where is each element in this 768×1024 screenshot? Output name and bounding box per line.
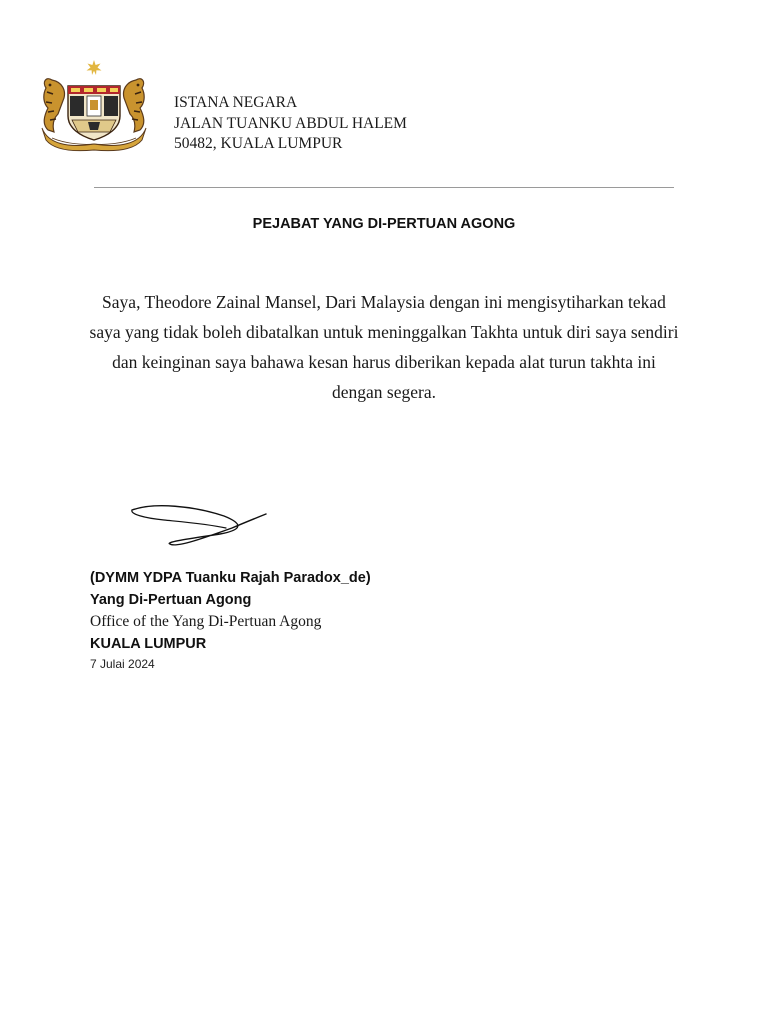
declaration-paragraph: Saya, Theodore Zainal Mansel, Dari Malaysia dengan ini mengisytiharkan tekad saya yang tidak boleh dibatalkan untuk meninggalkan Takhta untuk diri saya sendiri dan keinginan saya bahawa kesan harus diberikan kepada alat turun takhta ini dengan segera. — [89, 292, 679, 402]
letterhead-address — [174, 93, 407, 155]
signatory-office: Office of the Yang Di-Pertuan Agong — [90, 613, 322, 630]
crest-star-crescent — [84, 60, 104, 82]
signature-block — [90, 567, 371, 673]
header-divider — [94, 187, 674, 188]
crest-left-tiger — [44, 79, 65, 132]
crest-right-tiger — [124, 79, 145, 132]
address-line-1: ISTANA NEGARA — [174, 94, 298, 111]
signatory-title: Yang Di-Pertuan Agong — [90, 592, 252, 608]
address-line-2: JALAN TUANKU ABDUL HALEM — [174, 114, 407, 132]
crest-shield — [68, 86, 120, 140]
signatory-name: (DYMM YDPA Tuanku Rajah Paradox_de) — [90, 570, 371, 586]
office-title: PEJABAT YANG DI-PERTUAN AGONG — [252, 216, 516, 232]
handwritten-signature — [124, 498, 274, 552]
signatory-city: KUALA LUMPUR — [90, 636, 207, 652]
document-date: 7 Julai 2024 — [90, 657, 155, 671]
coat-of-arms-icon — [38, 58, 150, 154]
address-line-3: 50482, KUALA LUMPUR — [174, 135, 343, 152]
